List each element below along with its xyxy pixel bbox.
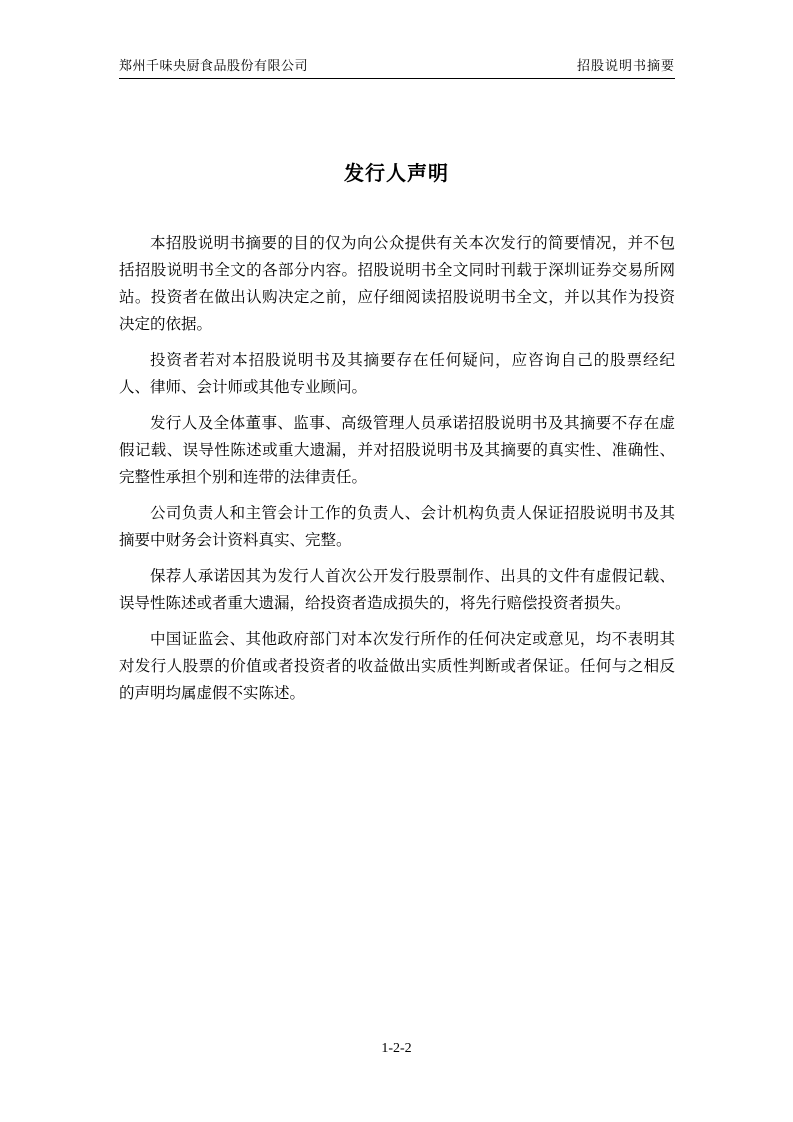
statement-body <box>119 230 675 716</box>
page-number: 1-2-2 <box>381 1041 412 1056</box>
paragraph-investor-inquiry: 投资者若对本招股说明书及其摘要存在任何疑问，应咨询自己的股票经纪人、律师、会计师或其他专业顾问。 <box>119 351 675 396</box>
page-title: 发行人声明 <box>344 161 449 186</box>
paragraph-board-commitment: 发行人及全体董事、监事、高级管理人员承诺招股说明书及其摘要不存在虚假记载、误导性陈述或重大遗漏，并对招股说明书及其摘要的真实性、准确性、完整性承担个别和连带的法律责任。 <box>119 414 675 486</box>
page-header <box>119 57 675 77</box>
paragraph-financial-guarantee: 公司负责人和主管会计工作的负责人、会计机构负责人保证招股说明书及其摘要中财务会计资料真实、完整。 <box>119 504 675 549</box>
paragraph-purpose: 本招股说明书摘要的目的仅为向公众提供有关本次发行的简要情况，并不包括招股说明书全文的各部分内容。招股说明书全文同时刊载于深圳证券交易所网站。投资者在做出认购决定之前，应仔细阅读招股说明书全文，并以其作为投资决定的依据。 <box>119 234 675 333</box>
paragraph-csrc-disclaimer: 中国证监会、其他政府部门对本次发行所作的任何决定或意见，均不表明其对发行人股票的价值或者投资者的收益做出实质性判断或者保证。任何与之相反的声明均属虚假不实陈述。 <box>119 630 675 702</box>
header-company-name: 郑州千味央厨食品股份有限公司 <box>119 59 309 74</box>
header-divider <box>119 78 675 79</box>
header-document-type: 招股说明书摘要 <box>576 59 675 74</box>
paragraph-sponsor-commitment: 保荐人承诺因其为发行人首次公开发行股票制作、出具的文件有虚假记载、误导性陈述或者重大遗漏，给投资者造成损失的，将先行赔偿投资者损失。 <box>119 567 675 612</box>
